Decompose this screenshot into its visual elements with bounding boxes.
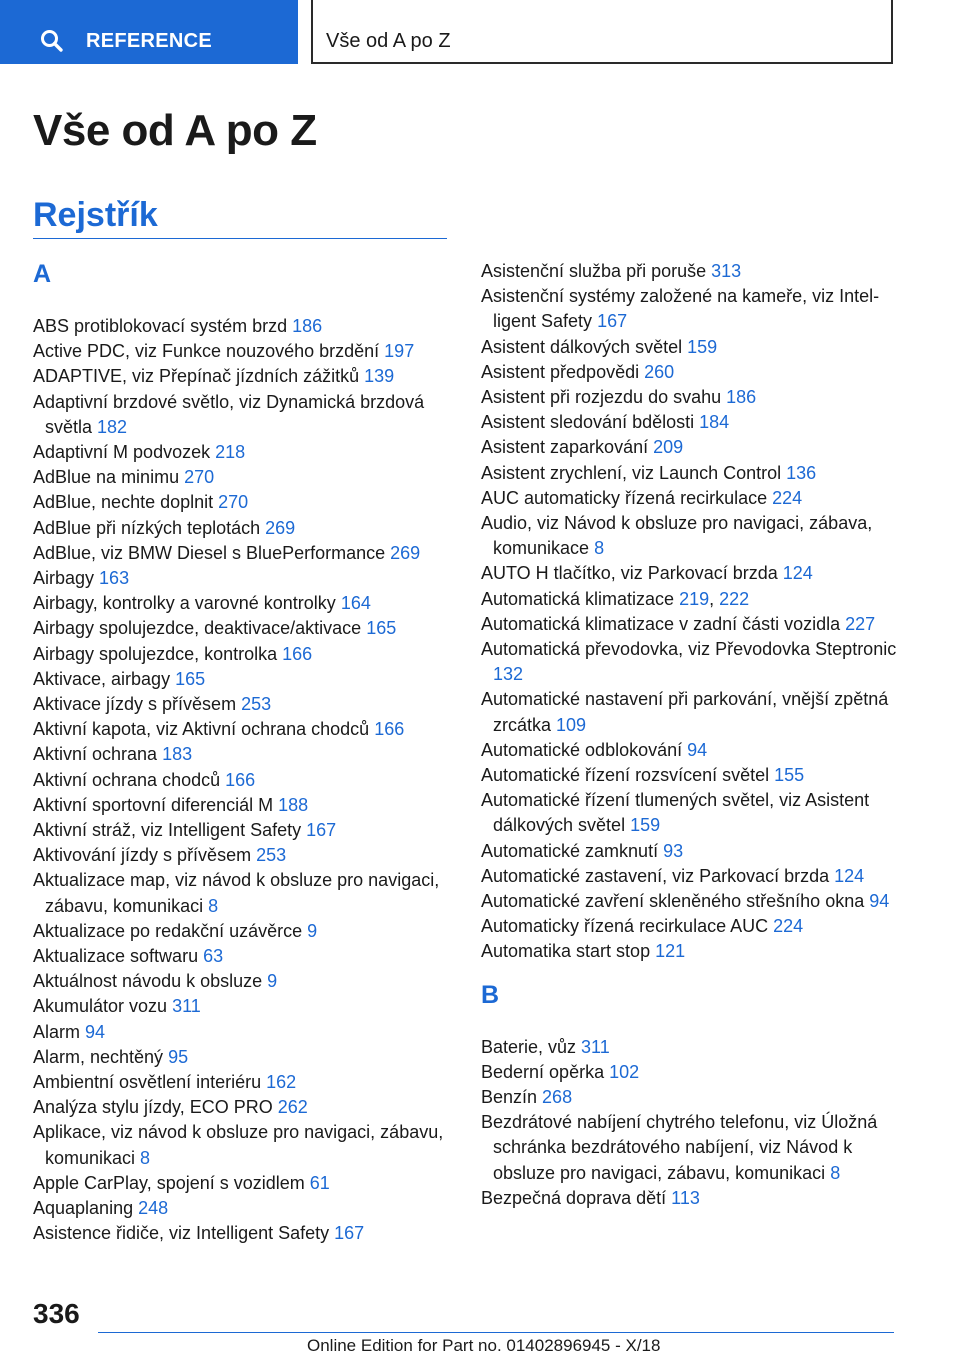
entry-text: Asistenční systémy založené na kameře, viz Intelligent Safety bbox=[481, 286, 880, 332]
entry-text: Asistent sledování bdělosti bbox=[481, 412, 700, 433]
page-link[interactable]: 124 bbox=[834, 865, 865, 886]
entry-text: Asistent zaparkování bbox=[481, 437, 654, 458]
page-link[interactable]: 262 bbox=[277, 1097, 308, 1118]
index-entry bbox=[481, 738, 908, 763]
index-entry bbox=[33, 591, 460, 616]
entry-text: Aktualizace softwaru bbox=[33, 946, 204, 966]
page-link[interactable]: 183 bbox=[162, 744, 193, 765]
entry-text: AdBlue při nízkých teplotách bbox=[33, 517, 266, 538]
reference-tab[interactable] bbox=[0, 0, 298, 64]
page-link[interactable]: 186 bbox=[726, 387, 757, 407]
page-link[interactable]: 121 bbox=[655, 941, 686, 962]
page-link[interactable]: 224 bbox=[773, 916, 804, 937]
search-icon bbox=[40, 29, 64, 53]
page-link[interactable]: 8 bbox=[830, 1162, 841, 1183]
index-entry bbox=[33, 516, 460, 541]
index-entry bbox=[33, 667, 460, 692]
entry-text: Airbagy spolujezdce, deaktivace/aktivace bbox=[33, 618, 367, 639]
index-entry bbox=[481, 461, 908, 486]
entry-text: Asistenční služba při poruše bbox=[481, 261, 712, 281]
page-link[interactable]: 270 bbox=[184, 467, 215, 488]
index-entry bbox=[33, 843, 460, 868]
page-link[interactable]: 222 bbox=[719, 588, 750, 609]
section-divider bbox=[33, 238, 447, 239]
index-entry bbox=[33, 616, 460, 641]
entry-text: Aktivní ochrana chodců bbox=[33, 769, 226, 790]
entry-text: Alarm bbox=[33, 1021, 86, 1042]
section-tab[interactable] bbox=[311, 0, 893, 64]
entry-text: Bezpečná doprava dětí bbox=[481, 1187, 672, 1208]
page-link[interactable]: 166 bbox=[374, 719, 405, 740]
page-link[interactable]: 163 bbox=[99, 568, 130, 588]
page-link[interactable]: 109 bbox=[556, 714, 587, 735]
index-entry bbox=[33, 1020, 460, 1045]
page-link[interactable]: 136 bbox=[786, 462, 817, 483]
index-entry bbox=[33, 1045, 460, 1070]
page-link[interactable]: 94 bbox=[85, 1021, 106, 1042]
entry-text: Airbagy bbox=[33, 568, 100, 588]
index-entry bbox=[481, 788, 908, 838]
entry-text: Alarm, nechtěný bbox=[33, 1046, 169, 1067]
entry-text: Akumulátor vozu bbox=[33, 996, 173, 1017]
index-entry bbox=[481, 637, 908, 687]
index-entry bbox=[33, 390, 460, 440]
entry-text: Aktivní kapota, viz Aktivní ochrana chodců bbox=[33, 719, 375, 740]
page-link[interactable]: 159 bbox=[630, 815, 661, 836]
page-link[interactable]: 124 bbox=[782, 563, 813, 584]
page-link[interactable]: 182 bbox=[97, 416, 128, 437]
page-link[interactable]: 8 bbox=[208, 895, 219, 916]
entry-text: AdBlue, viz BMW Diesel s BluePerformance bbox=[33, 542, 391, 563]
entry-text: Automatická převodovka, viz Převodovka Steptronic bbox=[481, 639, 897, 659]
page-link[interactable]: 253 bbox=[256, 845, 287, 866]
entry-text: Asistent dálkových světel bbox=[481, 336, 688, 357]
index-entry bbox=[481, 763, 908, 788]
index-entry bbox=[33, 919, 460, 944]
entry-text: Baterie, vůz bbox=[481, 1036, 582, 1057]
page-link[interactable]: 270 bbox=[218, 492, 249, 513]
footer-divider bbox=[98, 1332, 894, 1333]
entry-text: AdBlue na minimu bbox=[33, 467, 185, 488]
entry-text: Automaticky řízená recirkulace AUC bbox=[481, 916, 774, 937]
entry-text: Benzín bbox=[481, 1087, 543, 1107]
index-entry bbox=[33, 440, 460, 465]
page-link[interactable]: 9 bbox=[307, 920, 318, 941]
entry-text: Asistence řidiče, viz Intelligent Safety bbox=[33, 1223, 335, 1244]
index-entry bbox=[33, 1196, 460, 1221]
index-entry bbox=[481, 360, 908, 385]
page-link[interactable]: 164 bbox=[340, 593, 371, 614]
index-entry bbox=[481, 612, 908, 637]
index-entry bbox=[33, 742, 460, 767]
entry-text: Automatické zastavení, viz Parkovací brzda bbox=[481, 865, 835, 886]
index-entry bbox=[33, 818, 460, 843]
entry-text: Automatické řízení tlumených světel, viz Asistent dálkových světel bbox=[481, 790, 870, 836]
index-entry bbox=[481, 335, 908, 360]
entry-text: Aktivní sportovní diferenciál M bbox=[33, 794, 279, 815]
page-link[interactable]: 311 bbox=[172, 996, 201, 1017]
index-letter-b: B bbox=[481, 980, 500, 1009]
page-link[interactable]: 253 bbox=[241, 694, 272, 714]
entry-text: Aktivace jízdy s přívěsem bbox=[33, 694, 242, 714]
index-entry bbox=[33, 1070, 460, 1095]
index-entry bbox=[481, 1085, 908, 1110]
page-link[interactable]: 132 bbox=[493, 664, 524, 685]
entry-text: AUTO H tlačítko, viz Parkovací brzda bbox=[481, 563, 783, 584]
page-link[interactable]: 139 bbox=[364, 366, 395, 387]
index-entry bbox=[33, 490, 460, 515]
entry-text: Aktivní stráž, viz Intelligent Safety bbox=[33, 820, 307, 840]
index-entry bbox=[481, 1035, 908, 1060]
section-title: Rejstřík bbox=[33, 196, 158, 234]
index-entry bbox=[481, 561, 908, 586]
page-link[interactable]: 209 bbox=[653, 437, 684, 458]
index-letter-a: A bbox=[33, 260, 52, 288]
reference-label: REFERENCE bbox=[86, 30, 213, 52]
page-link[interactable]: 184 bbox=[699, 412, 730, 433]
index-entry bbox=[481, 385, 908, 410]
page-link[interactable]: 155 bbox=[774, 765, 805, 785]
page-link[interactable]: 197 bbox=[384, 341, 415, 362]
entry-text: Adaptivní brzdové světlo, viz Dynamická brzdová světla bbox=[33, 391, 425, 437]
page-link[interactable]: 63 bbox=[203, 946, 224, 966]
index-entry bbox=[33, 1095, 460, 1120]
page-link[interactable]: 61 bbox=[309, 1172, 330, 1193]
entry-text: Asistent zrychlení, viz Launch Control bbox=[481, 462, 787, 483]
index-entry bbox=[33, 314, 460, 339]
index-entry bbox=[481, 687, 908, 737]
index-entry bbox=[33, 541, 460, 566]
index-entry bbox=[481, 435, 908, 460]
page-link[interactable]: 269 bbox=[390, 542, 421, 563]
index-entry bbox=[33, 768, 460, 793]
entry-text: Aktivní ochrana bbox=[33, 744, 163, 765]
entry-text: Airbagy, kontrolky a varovné kontrolky bbox=[33, 593, 341, 614]
entry-text: Apple CarPlay, spojení s vozidlem bbox=[33, 1172, 310, 1193]
entry-text: AUC automaticky řízená recirkulace bbox=[481, 487, 773, 508]
entry-text: ADAPTIVE, viz Přepínač jízdních zážitků bbox=[33, 366, 365, 387]
index-entry bbox=[481, 259, 908, 284]
entry-text: Aktivace, airbagy bbox=[33, 668, 176, 689]
entry-text: Aktivování jízdy s přívěsem bbox=[33, 845, 257, 866]
entry-text: Aktualizace map, viz návod k obsluze pro navigaci, zábavu, komunikaci bbox=[33, 870, 440, 916]
index-entry bbox=[481, 511, 908, 561]
index-entry bbox=[33, 717, 460, 742]
entry-text: Adaptivní M podvozek bbox=[33, 442, 216, 462]
index-entry bbox=[33, 692, 460, 717]
page-link[interactable]: 248 bbox=[138, 1198, 169, 1218]
index-entry bbox=[33, 793, 460, 818]
entry-text: Automatické odblokování bbox=[481, 739, 688, 760]
index-entry bbox=[481, 410, 908, 435]
index-entry bbox=[33, 339, 460, 364]
index-entry bbox=[481, 939, 908, 964]
entry-text: Automatické zamknutí bbox=[481, 840, 664, 861]
index-entry: Automatická klimatizace 219, 222 bbox=[481, 588, 750, 609]
page-link[interactable]: 218 bbox=[215, 442, 246, 462]
index-entry bbox=[481, 914, 908, 939]
page-link[interactable]: 167 bbox=[306, 820, 337, 840]
section-tab-label: Vše od A po Z bbox=[326, 30, 451, 52]
entry-text: Automatické řízení rozsvícení světel bbox=[481, 765, 775, 785]
page-link[interactable]: 227 bbox=[845, 613, 876, 634]
entry-text: Bederní opěrka bbox=[481, 1061, 610, 1082]
index-entry bbox=[33, 994, 460, 1019]
page-link[interactable]: 8 bbox=[140, 1147, 151, 1168]
entry-text: Active PDC, viz Funkce nouzového brzdění bbox=[33, 341, 385, 362]
page-link[interactable]: 94 bbox=[687, 739, 708, 760]
entry-text: Asistent při rozjezdu do svahu bbox=[481, 387, 727, 407]
page-number: 336 bbox=[33, 1298, 80, 1329]
index-entry bbox=[481, 284, 908, 334]
page-link[interactable]: 166 bbox=[282, 643, 313, 664]
page-link[interactable]: 219 bbox=[679, 588, 710, 609]
entry-text: Ambientní osvětlení interiéru bbox=[33, 1072, 267, 1092]
index-entry bbox=[33, 364, 460, 389]
entry-text: Analýza stylu jízdy, ECO PRO bbox=[33, 1097, 278, 1118]
page-link[interactable]: 165 bbox=[366, 618, 397, 639]
page-link[interactable]: 93 bbox=[663, 840, 684, 861]
page-title: Vše od A po Z bbox=[33, 106, 317, 155]
index-entry bbox=[481, 486, 908, 511]
page-link[interactable]: 102 bbox=[609, 1061, 640, 1082]
page-link[interactable]: 186 bbox=[292, 316, 323, 336]
index-entry bbox=[481, 839, 908, 864]
entry-text: Aplikace, viz návod k obsluze pro navigaci, zábavu, komunikaci bbox=[33, 1122, 444, 1168]
page-link[interactable]: 162 bbox=[266, 1072, 297, 1092]
index-entry bbox=[33, 1171, 460, 1196]
entry-text: AdBlue, nechte doplnit bbox=[33, 492, 219, 513]
index-entry bbox=[481, 889, 908, 914]
entry-text: Automatická klimatizace v zadní části vozidla bbox=[481, 613, 846, 634]
index-entry bbox=[33, 1120, 460, 1170]
page-link[interactable]: 269 bbox=[265, 517, 296, 538]
index-entry bbox=[481, 1110, 908, 1186]
index-entry bbox=[33, 1221, 460, 1246]
page-link[interactable]: 188 bbox=[278, 794, 309, 815]
entry-text: ABS protiblokovací systém brzd bbox=[33, 316, 293, 336]
entry-text: Aktuálnost návodu k obsluze bbox=[33, 971, 268, 992]
page-link[interactable]: 159 bbox=[687, 336, 718, 357]
index-entry bbox=[33, 868, 460, 918]
entry-text: Audio, viz Návod k obsluze pro navigaci, zábava, komunikace bbox=[481, 513, 873, 559]
index-entry bbox=[33, 465, 460, 490]
index-entry bbox=[481, 1186, 908, 1211]
entry-text: Bezdrátové nabíjení chytrého telefonu, viz Úložná schránka bezdrátového nabíjení, viz Návod k obsluze pro navigaci, zábavu, komunikaci bbox=[481, 1112, 878, 1183]
page-link[interactable]: 268 bbox=[542, 1087, 573, 1107]
index-entry bbox=[33, 566, 460, 591]
page-link[interactable]: 224 bbox=[772, 487, 803, 508]
page-link[interactable]: 313 bbox=[711, 261, 742, 281]
entry-text: Automatická klimatizace bbox=[481, 588, 680, 609]
entry-text: Automatické nastavení při parkování, vnější zpětná zrcátka bbox=[481, 689, 889, 735]
entry-text: Airbagy spolujezdce, kontrolka bbox=[33, 643, 283, 664]
page-link[interactable]: 94 bbox=[869, 891, 890, 911]
page-link[interactable]: 165 bbox=[175, 668, 206, 689]
page-link[interactable]: 167 bbox=[597, 311, 628, 332]
entry-text: Automatické zavření skleněného střešního okna bbox=[481, 891, 870, 911]
index-entry bbox=[33, 642, 460, 667]
page-link[interactable]: 260 bbox=[644, 361, 675, 382]
page-link[interactable]: 8 bbox=[594, 538, 605, 559]
page-link[interactable]: 9 bbox=[267, 971, 278, 992]
footer-edition: Online Edition for Part no. 01402896945 - X/18 bbox=[307, 1336, 661, 1355]
entry-text: Aquaplaning bbox=[33, 1198, 139, 1218]
index-entry bbox=[33, 969, 460, 994]
page-link[interactable]: 166 bbox=[225, 769, 256, 790]
page-link[interactable]: 95 bbox=[168, 1046, 189, 1067]
index-entry bbox=[481, 864, 908, 889]
page-link[interactable]: 113 bbox=[671, 1187, 700, 1208]
entry-text: Asistent předpovědi bbox=[481, 361, 645, 382]
entry-text: Automatika start stop bbox=[481, 941, 656, 962]
entry-text: Aktualizace po redakční uzávěrce bbox=[33, 920, 308, 941]
index-entry bbox=[481, 1060, 908, 1085]
page-link[interactable]: 167 bbox=[334, 1223, 365, 1244]
page-link[interactable]: 311 bbox=[581, 1036, 610, 1057]
index-entry bbox=[33, 944, 460, 969]
